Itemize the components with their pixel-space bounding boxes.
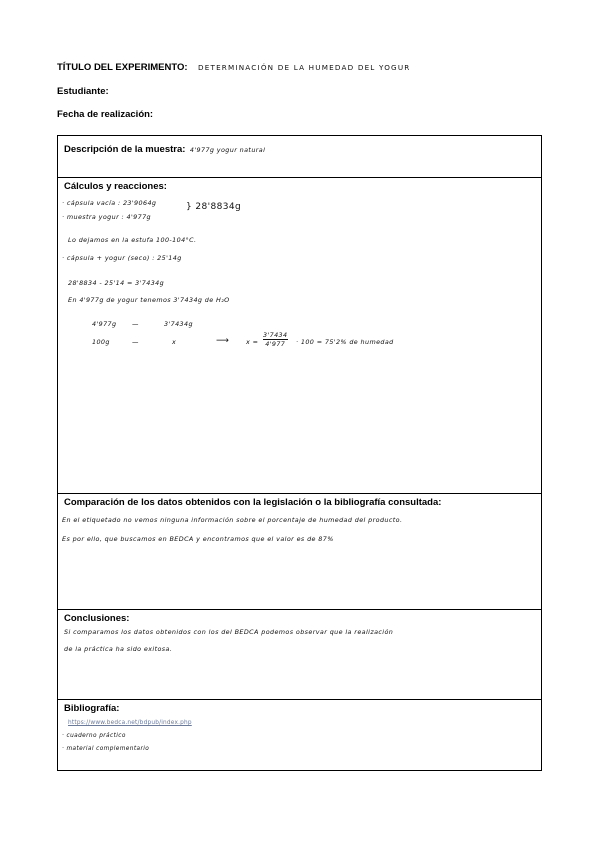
arrow-icon: ⟶ — [216, 336, 230, 346]
experiment-title-row — [57, 57, 410, 75]
conclusions-label: Conclusiones: — [64, 613, 130, 624]
description-box — [57, 135, 542, 177]
comparison-line-2: Es por ello, que buscamos en BEDCA y encontramos que el valor es de 87% — [62, 535, 334, 543]
calc-line-2: · muestra yogur : 4'977g — [62, 213, 151, 221]
bibliography-box — [57, 699, 542, 771]
calc-bracket-total: } 28'8834g — [186, 202, 242, 212]
comparison-box — [57, 493, 542, 609]
rule-a-dash: — — [132, 320, 139, 328]
experiment-title-value: DETERMINACIÓN DE LA HUMEDAD DEL YOGUR — [198, 63, 411, 72]
description-value: 4'977g yogur natural — [189, 146, 266, 154]
rule-b-unknown: x — [172, 338, 177, 346]
calc-line-1: · cápsula vacía : 23'9064g — [62, 199, 157, 207]
bibliography-label: Bibliografía: — [64, 703, 120, 714]
experiment-title-label: TÍTULO DEL EXPERIMENTO: — [57, 62, 188, 73]
calc-line-5: 28'8834 - 25'14 = 3'7434g — [68, 279, 165, 287]
calculations-box — [57, 177, 542, 493]
student-label: Estudiante: — [57, 86, 109, 97]
rule-a-result: 3'7434g — [164, 320, 193, 328]
comparison-line-1: En el etiquetado no vemos ninguna información sobre el porcentaje de humedad del producto. — [62, 516, 403, 524]
rule-a-value: 4'977g — [92, 320, 117, 328]
comparison-label: Comparación de los datos obtenidos con la legislación o la bibliografía consultada: — [64, 497, 442, 508]
fraction — [263, 331, 288, 348]
bibliography-line-2: · cuaderno práctico — [62, 733, 126, 739]
calc-line-4: · cápsula + yogur (seco) : 25'14g — [62, 254, 182, 262]
calc-result: · 100 = 75'2% de humedad — [296, 338, 394, 346]
fraction-denominator: 4'977 — [265, 340, 286, 348]
student-row — [57, 81, 109, 99]
date-row — [57, 104, 153, 122]
x-equals: x = — [246, 338, 259, 346]
bibliography-line-3: · material complementario — [62, 746, 150, 752]
description-row — [64, 139, 265, 157]
calc-line-3: Lo dejamos en la estufa 100-104°C. — [68, 236, 197, 244]
conclusions-line-2: de la práctica ha sido exitosa. — [64, 645, 173, 653]
date-label: Fecha de realización: — [57, 109, 154, 120]
calc-line-6: En 4'977g de yogur tenemos 3'7434g de H₂O — [68, 296, 230, 304]
rule-b-dash: — — [132, 338, 139, 346]
conclusions-line-1: Si comparamos los datos obtenidos con los del BEDCA podemos observar que la realización — [64, 628, 394, 636]
calculations-label: Cálculos y reacciones: — [64, 181, 167, 192]
rule-b-value: 100g — [92, 338, 110, 346]
conclusions-box — [57, 609, 542, 699]
bibliography-link[interactable]: https://www.bedca.net/bdpub/index.php — [68, 720, 192, 726]
fraction-numerator: 3'7434 — [263, 331, 288, 339]
description-label: Descripción de la muestra: — [64, 144, 186, 155]
